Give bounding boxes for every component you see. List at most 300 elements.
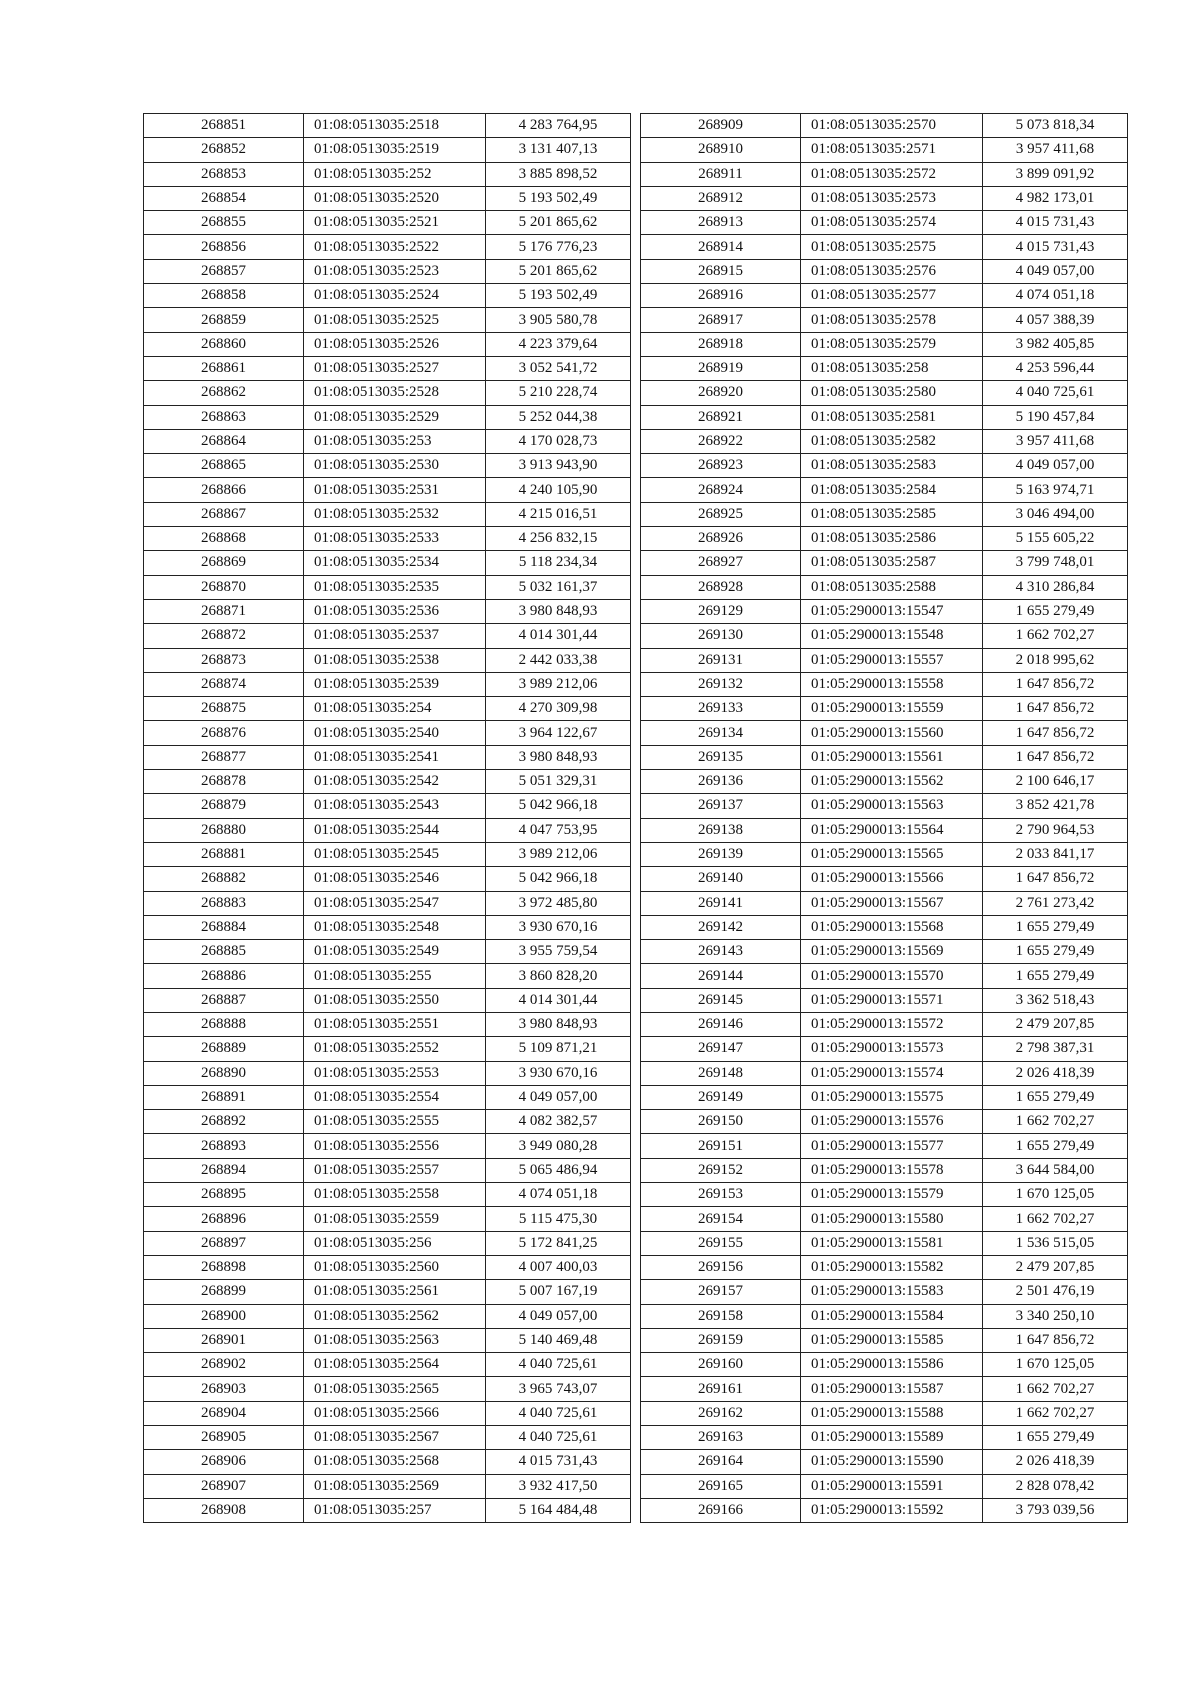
table-row [641,551,1128,575]
cadastral-value-cell: 3 989 212,06 [486,672,631,696]
table-row [641,599,1128,623]
cadastral-value-cell: 2 479 207,85 [983,1012,1128,1036]
cadastral-value-cell: 4 049 057,00 [983,454,1128,478]
table-row [144,1498,631,1522]
row-number-cell: 269130 [641,624,801,648]
row-number-cell: 269163 [641,1426,801,1450]
table-row [641,1231,1128,1255]
cadastral-number-cell: 01:08:0513035:2556 [304,1134,486,1158]
cadastral-number-cell: 01:08:0513035:2543 [304,794,486,818]
row-number-cell: 268894 [144,1158,304,1182]
table-row [641,138,1128,162]
row-number-cell: 269164 [641,1450,801,1474]
cadastral-number-cell: 01:08:0513035:2524 [304,284,486,308]
cadastral-value-cell: 3 131 407,13 [486,138,631,162]
table-row [641,964,1128,988]
table-row [641,988,1128,1012]
cadastral-number-cell: 01:08:0513035:2540 [304,721,486,745]
row-number-cell: 269148 [641,1061,801,1085]
table-row [144,1110,631,1134]
cadastral-number-cell: 01:05:2900013:15558 [801,672,983,696]
cadastral-value-cell: 4 240 105,90 [486,478,631,502]
table-row [641,1110,1128,1134]
table-row [641,891,1128,915]
cadastral-number-cell: 01:08:0513035:2588 [801,575,983,599]
cadastral-value-cell: 4 015 731,43 [486,1450,631,1474]
table-row [144,454,631,478]
row-number-cell: 269152 [641,1158,801,1182]
cadastral-value-cell: 4 014 301,44 [486,624,631,648]
cadastral-value-cell: 4 310 286,84 [983,575,1128,599]
cadastral-value-cell: 5 109 871,21 [486,1037,631,1061]
row-number-cell: 269143 [641,940,801,964]
cadastral-value-cell: 4 040 725,61 [486,1353,631,1377]
cadastral-number-cell: 01:08:0513035:255 [304,964,486,988]
row-number-cell: 268883 [144,891,304,915]
cadastral-value-cell: 5 201 865,62 [486,259,631,283]
table-row [144,940,631,964]
row-number-cell: 268925 [641,502,801,526]
row-number-cell: 268890 [144,1061,304,1085]
cadastral-number-cell: 01:05:2900013:15584 [801,1304,983,1328]
table-row [641,308,1128,332]
row-number-cell: 268891 [144,1085,304,1109]
table-row [144,551,631,575]
row-number-cell: 268889 [144,1037,304,1061]
row-number-cell: 269161 [641,1377,801,1401]
cadastral-number-cell: 01:08:0513035:2557 [304,1158,486,1182]
row-number-cell: 268864 [144,429,304,453]
row-number-cell: 268875 [144,697,304,721]
cadastral-value-cell: 1 655 279,49 [983,1134,1128,1158]
table-row [641,648,1128,672]
table-row [144,964,631,988]
table-row [641,235,1128,259]
cadastral-value-cell: 2 479 207,85 [983,1255,1128,1279]
row-number-cell: 269160 [641,1353,801,1377]
row-number-cell: 268910 [641,138,801,162]
cadastral-value-cell: 2 761 273,42 [983,891,1128,915]
cadastral-value-cell: 4 256 832,15 [486,527,631,551]
table-row [641,284,1128,308]
cadastral-value-cell: 4 253 596,44 [983,356,1128,380]
cadastral-value-cell: 3 972 485,80 [486,891,631,915]
cadastral-number-cell: 01:08:0513035:2569 [304,1474,486,1498]
cadastral-number-cell: 01:08:0513035:2531 [304,478,486,502]
table-row [144,356,631,380]
cadastral-value-cell: 1 662 702,27 [983,624,1128,648]
row-number-cell: 269131 [641,648,801,672]
cadastral-number-cell: 01:08:0513035:2585 [801,502,983,526]
row-number-cell: 268927 [641,551,801,575]
cadastral-value-cell: 5 118 234,34 [486,551,631,575]
cadastral-number-cell: 01:08:0513035:252 [304,162,486,186]
cadastral-value-cell: 4 074 051,18 [486,1183,631,1207]
table-row [144,138,631,162]
row-number-cell: 269158 [641,1304,801,1328]
cadastral-value-cell: 4 049 057,00 [486,1085,631,1109]
cadastral-value-cell: 1 655 279,49 [983,599,1128,623]
cadastral-value-cell: 1 647 856,72 [983,721,1128,745]
row-number-cell: 269154 [641,1207,801,1231]
table-row [641,842,1128,866]
table-row [641,697,1128,721]
table-row [641,332,1128,356]
cadastral-number-cell: 01:08:0513035:2532 [304,502,486,526]
table-row [144,114,631,138]
row-number-cell: 268921 [641,405,801,429]
cadastral-value-cell: 4 014 301,44 [486,988,631,1012]
cadastral-value-cell: 3 860 828,20 [486,964,631,988]
row-number-cell: 269146 [641,1012,801,1036]
row-number-cell: 268912 [641,186,801,210]
cadastral-number-cell: 01:05:2900013:15587 [801,1377,983,1401]
cadastral-value-cell: 4 982 173,01 [983,186,1128,210]
row-number-cell: 268928 [641,575,801,599]
row-number-cell: 269147 [641,1037,801,1061]
table-row [641,818,1128,842]
row-number-cell: 268914 [641,235,801,259]
row-number-cell: 268859 [144,308,304,332]
row-number-cell: 269140 [641,867,801,891]
cadastral-value-cell: 3 957 411,68 [983,429,1128,453]
cadastral-value-cell: 1 655 279,49 [983,940,1128,964]
table-row [144,1061,631,1085]
table-row [641,162,1128,186]
cadastral-value-cell: 3 799 748,01 [983,551,1128,575]
row-number-cell: 268880 [144,818,304,842]
table-row [144,770,631,794]
row-number-cell: 268873 [144,648,304,672]
cadastral-value-cell: 2 442 033,38 [486,648,631,672]
row-number-cell: 268878 [144,770,304,794]
row-number-cell: 268872 [144,624,304,648]
table-row [641,1450,1128,1474]
cadastral-number-cell: 01:08:0513035:2541 [304,745,486,769]
cadastral-number-cell: 01:05:2900013:15569 [801,940,983,964]
cadastral-number-cell: 01:05:2900013:15588 [801,1401,983,1425]
table-row [144,1255,631,1279]
table-row [144,721,631,745]
table-row [144,1474,631,1498]
cadastral-value-cell: 2 026 418,39 [983,1061,1128,1085]
cadastral-number-cell: 01:05:2900013:15574 [801,1061,983,1085]
cadastral-number-cell: 01:05:2900013:15575 [801,1085,983,1109]
row-number-cell: 268901 [144,1328,304,1352]
cadastral-number-cell: 01:05:2900013:15572 [801,1012,983,1036]
row-number-cell: 268920 [641,381,801,405]
cadastral-value-cell: 1 655 279,49 [983,915,1128,939]
table-row [641,1498,1128,1522]
row-number-cell: 268882 [144,867,304,891]
cadastral-value-cell: 1 662 702,27 [983,1207,1128,1231]
table-row [144,1158,631,1182]
cadastral-number-cell: 01:05:2900013:15590 [801,1450,983,1474]
row-number-cell: 268870 [144,575,304,599]
cadastral-number-cell: 01:08:0513035:2572 [801,162,983,186]
cadastral-value-cell: 1 670 125,05 [983,1353,1128,1377]
row-number-cell: 268865 [144,454,304,478]
table-row [641,1280,1128,1304]
table-row [641,672,1128,696]
table-row [144,284,631,308]
cadastral-value-cell: 4 215 016,51 [486,502,631,526]
cadastral-value-cell: 5 210 228,74 [486,381,631,405]
table-row [144,672,631,696]
row-number-cell: 268874 [144,672,304,696]
row-number-cell: 269142 [641,915,801,939]
table-row [641,454,1128,478]
cadastral-number-cell: 01:08:0513035:2518 [304,114,486,138]
cadastral-number-cell: 01:05:2900013:15566 [801,867,983,891]
cadastral-number-cell: 01:08:0513035:2550 [304,988,486,1012]
cadastral-value-cell: 1 647 856,72 [983,745,1128,769]
row-number-cell: 268877 [144,745,304,769]
cadastral-number-cell: 01:05:2900013:15563 [801,794,983,818]
cadastral-value-cell: 5 007 167,19 [486,1280,631,1304]
row-number-cell: 268886 [144,964,304,988]
cadastral-number-cell: 01:05:2900013:15548 [801,624,983,648]
table-left [143,113,631,1523]
row-number-cell: 268916 [641,284,801,308]
table-row [144,1183,631,1207]
table-row [641,478,1128,502]
table-row [641,1304,1128,1328]
table-row [144,1450,631,1474]
table-row [641,1328,1128,1352]
table-row [641,114,1128,138]
cadastral-number-cell: 01:08:0513035:2578 [801,308,983,332]
table-row [641,915,1128,939]
cadastral-number-cell: 01:05:2900013:15591 [801,1474,983,1498]
table-row [641,1255,1128,1279]
table-row [144,624,631,648]
row-number-cell: 268856 [144,235,304,259]
row-number-cell: 268900 [144,1304,304,1328]
table-row [144,1353,631,1377]
cadastral-value-cell: 4 040 725,61 [486,1426,631,1450]
cadastral-number-cell: 01:08:0513035:2582 [801,429,983,453]
row-number-cell: 268918 [641,332,801,356]
cadastral-number-cell: 01:08:0513035:2561 [304,1280,486,1304]
table-row [641,259,1128,283]
cadastral-value-cell: 3 930 670,16 [486,915,631,939]
cadastral-value-cell: 1 536 515,05 [983,1231,1128,1255]
table-row [144,988,631,1012]
cadastral-number-cell: 01:08:0513035:2575 [801,235,983,259]
table-row [144,575,631,599]
cadastral-number-cell: 01:08:0513035:2530 [304,454,486,478]
cadastral-number-cell: 01:05:2900013:15567 [801,891,983,915]
cadastral-number-cell: 01:08:0513035:2583 [801,454,983,478]
cadastral-number-cell: 01:08:0513035:2549 [304,940,486,964]
cadastral-number-cell: 01:08:0513035:2548 [304,915,486,939]
table-right-body [641,114,1128,1523]
table-row [641,527,1128,551]
table-row [641,405,1128,429]
cadastral-number-cell: 01:08:0513035:2528 [304,381,486,405]
cadastral-value-cell: 2 018 995,62 [983,648,1128,672]
cadastral-number-cell: 01:05:2900013:15547 [801,599,983,623]
cadastral-number-cell: 01:08:0513035:2544 [304,818,486,842]
cadastral-number-cell: 01:08:0513035:2558 [304,1183,486,1207]
cadastral-number-cell: 01:05:2900013:15570 [801,964,983,988]
cadastral-number-cell: 01:05:2900013:15582 [801,1255,983,1279]
table-row [144,1037,631,1061]
row-number-cell: 269156 [641,1255,801,1279]
cadastral-number-cell: 01:08:0513035:2554 [304,1085,486,1109]
cadastral-number-cell: 01:05:2900013:15564 [801,818,983,842]
table-row [641,1474,1128,1498]
cadastral-value-cell: 3 362 518,43 [983,988,1128,1012]
cadastral-value-cell: 3 957 411,68 [983,138,1128,162]
row-number-cell: 268904 [144,1401,304,1425]
cadastral-value-cell: 5 172 841,25 [486,1231,631,1255]
cadastral-value-cell: 5 193 502,49 [486,186,631,210]
cadastral-number-cell: 01:08:0513035:2564 [304,1353,486,1377]
table-row [144,1085,631,1109]
cadastral-value-cell: 4 047 753,95 [486,818,631,842]
table-row [144,429,631,453]
cadastral-number-cell: 01:08:0513035:2533 [304,527,486,551]
cadastral-value-cell: 3 955 759,54 [486,940,631,964]
cadastral-number-cell: 01:08:0513035:2553 [304,1061,486,1085]
cadastral-number-cell: 01:08:0513035:2535 [304,575,486,599]
cadastral-value-cell: 5 042 966,18 [486,794,631,818]
cadastral-value-cell: 1 647 856,72 [983,867,1128,891]
table-row [641,940,1128,964]
table-row [641,356,1128,380]
cadastral-value-cell: 4 283 764,95 [486,114,631,138]
cadastral-number-cell: 01:08:0513035:2576 [801,259,983,283]
cadastral-value-cell: 4 007 400,03 [486,1255,631,1279]
cadastral-value-cell: 1 647 856,72 [983,1328,1128,1352]
row-number-cell: 269145 [641,988,801,1012]
row-number-cell: 268888 [144,1012,304,1036]
table-row [144,1012,631,1036]
cadastral-value-cell: 5 115 475,30 [486,1207,631,1231]
cadastral-value-cell: 1 655 279,49 [983,1085,1128,1109]
cadastral-value-cell: 4 170 028,73 [486,429,631,453]
cadastral-number-cell: 01:08:0513035:2584 [801,478,983,502]
cadastral-value-cell: 5 201 865,62 [486,211,631,235]
row-number-cell: 268923 [641,454,801,478]
row-number-cell: 268906 [144,1450,304,1474]
cadastral-value-cell: 4 049 057,00 [486,1304,631,1328]
cadastral-number-cell: 01:08:0513035:2560 [304,1255,486,1279]
table-row [144,599,631,623]
cadastral-number-cell: 01:08:0513035:257 [304,1498,486,1522]
table-row [641,211,1128,235]
cadastral-number-cell: 01:08:0513035:2567 [304,1426,486,1450]
row-number-cell: 268851 [144,114,304,138]
cadastral-number-cell: 01:08:0513035:2522 [304,235,486,259]
row-number-cell: 268854 [144,186,304,210]
table-row [144,186,631,210]
cadastral-value-cell: 3 046 494,00 [983,502,1128,526]
row-number-cell: 269157 [641,1280,801,1304]
cadastral-number-cell: 01:05:2900013:15577 [801,1134,983,1158]
cadastral-number-cell: 01:08:0513035:2529 [304,405,486,429]
row-number-cell: 268887 [144,988,304,1012]
row-number-cell: 269138 [641,818,801,842]
cadastral-value-cell: 5 163 974,71 [983,478,1128,502]
cadastral-number-cell: 01:08:0513035:258 [801,356,983,380]
cadastral-value-cell: 3 340 250,10 [983,1304,1128,1328]
table-row [641,1134,1128,1158]
cadastral-number-cell: 01:05:2900013:15589 [801,1426,983,1450]
cadastral-value-cell: 2 026 418,39 [983,1450,1128,1474]
row-number-cell: 269134 [641,721,801,745]
row-number-cell: 268866 [144,478,304,502]
cadastral-value-cell: 3 885 898,52 [486,162,631,186]
cadastral-number-cell: 01:08:0513035:2519 [304,138,486,162]
row-number-cell: 268861 [144,356,304,380]
cadastral-number-cell: 01:08:0513035:2571 [801,138,983,162]
row-number-cell: 268860 [144,332,304,356]
cadastral-value-cell: 5 252 044,38 [486,405,631,429]
cadastral-number-cell: 01:05:2900013:15573 [801,1037,983,1061]
cadastral-number-cell: 01:08:0513035:2537 [304,624,486,648]
table-row [641,1085,1128,1109]
cadastral-number-cell: 01:05:2900013:15557 [801,648,983,672]
cadastral-value-cell: 4 015 731,43 [983,235,1128,259]
cadastral-number-cell: 01:05:2900013:15586 [801,1353,983,1377]
cadastral-number-cell: 01:08:0513035:256 [304,1231,486,1255]
cadastral-value-cell: 3 852 421,78 [983,794,1128,818]
table-row [144,405,631,429]
table-row [144,211,631,235]
row-number-cell: 269137 [641,794,801,818]
table-row [641,502,1128,526]
table-row [641,1061,1128,1085]
row-number-cell: 268892 [144,1110,304,1134]
table-row [144,259,631,283]
row-number-cell: 268869 [144,551,304,575]
table-row [144,527,631,551]
cadastral-number-cell: 01:05:2900013:15568 [801,915,983,939]
cadastral-number-cell: 01:08:0513035:2562 [304,1304,486,1328]
cadastral-value-cell: 5 176 776,23 [486,235,631,259]
table-row [144,1280,631,1304]
cadastral-value-cell: 2 501 476,19 [983,1280,1128,1304]
row-number-cell: 269155 [641,1231,801,1255]
cadastral-value-cell: 5 140 469,48 [486,1328,631,1352]
row-number-cell: 268903 [144,1377,304,1401]
cadastral-number-cell: 01:08:0513035:2542 [304,770,486,794]
table-row [144,745,631,769]
table-row [641,1401,1128,1425]
row-number-cell: 268896 [144,1207,304,1231]
cadastral-number-cell: 01:08:0513035:2555 [304,1110,486,1134]
row-number-cell: 269133 [641,697,801,721]
cadastral-value-cell: 5 065 486,94 [486,1158,631,1182]
table-row [641,770,1128,794]
table-row [144,1426,631,1450]
table-row [144,1401,631,1425]
table-row [641,1377,1128,1401]
cadastral-number-cell: 01:08:0513035:2577 [801,284,983,308]
cadastral-value-cell: 4 270 309,98 [486,697,631,721]
cadastral-number-cell: 01:08:0513035:2521 [304,211,486,235]
cadastral-value-cell: 3 980 848,93 [486,1012,631,1036]
cadastral-number-cell: 01:08:0513035:2573 [801,186,983,210]
cadastral-number-cell: 01:08:0513035:2527 [304,356,486,380]
row-number-cell: 268908 [144,1498,304,1522]
row-number-cell: 268871 [144,599,304,623]
table-row [144,1377,631,1401]
cadastral-value-cell: 3 899 091,92 [983,162,1128,186]
